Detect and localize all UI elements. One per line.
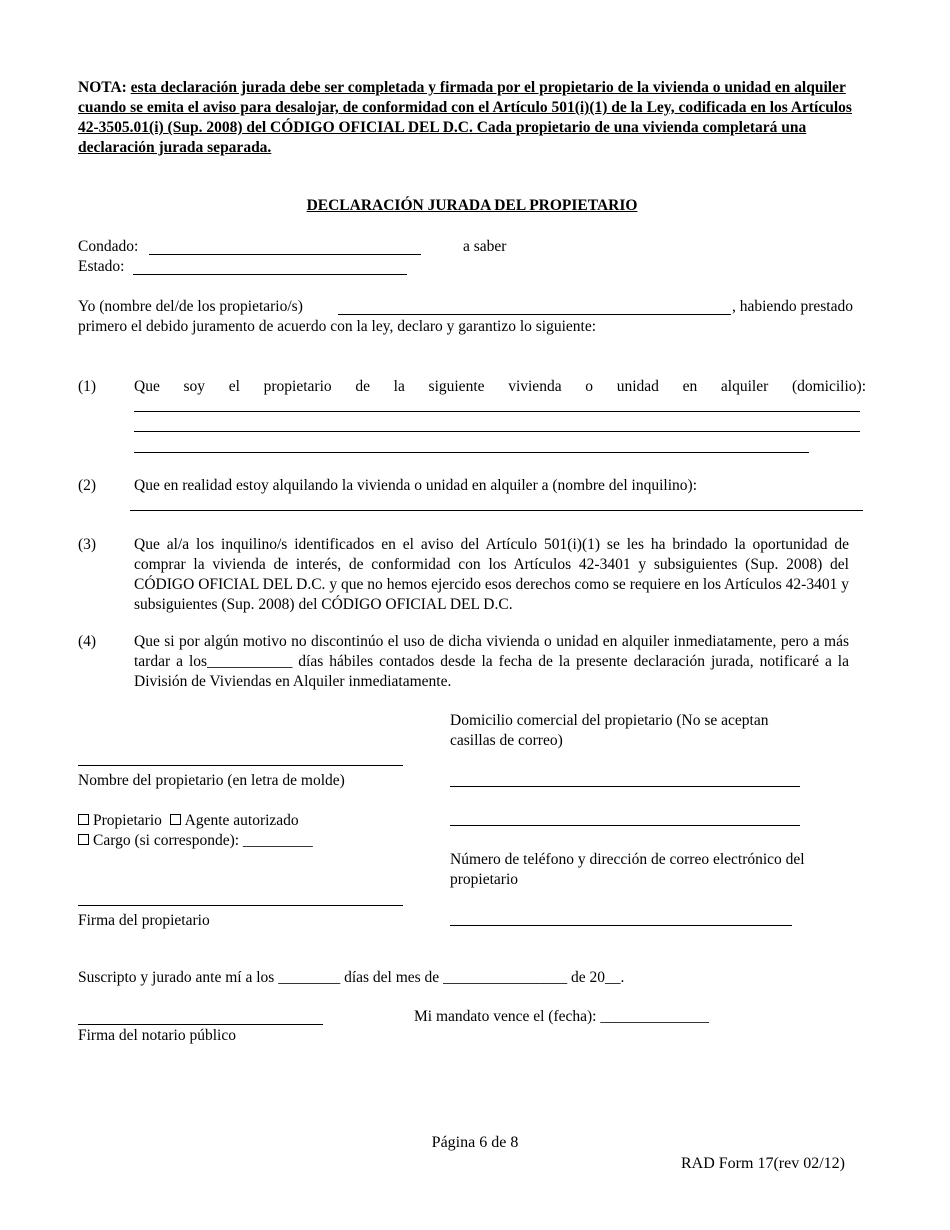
item-2-number: (2) [78, 477, 97, 494]
sworn-statement [78, 968, 624, 988]
checkbox-icon [78, 834, 89, 845]
owner-intro-suffix: , habiendo prestado [732, 298, 853, 315]
item-3-number: (3) [78, 536, 97, 553]
address-line-3[interactable] [134, 452, 809, 453]
condado-field[interactable] [149, 254, 421, 255]
note-label: NOTA: [78, 79, 127, 96]
notary-signature-label: Firma del notario público [78, 1027, 236, 1044]
owner-names-field[interactable] [338, 314, 731, 315]
sworn-text-d: de 20__. [570, 969, 625, 986]
owner-print-name-label: Nombre del propietario (en letra de molde) [78, 772, 345, 789]
note-text: esta declaración jurada debe ser completada y firmada por el propietario de la vivienda o unidad en alquiler cuando se emita el aviso para desalojar, de conformidad con el Artículo 501(i)(1) de la Ley, codificada en los Artículos 42-3505.01(i) (Sup. 2008) del CÓDIGO OFICIAL DEL D.C. Cada propietario de una vivienda completará una declaración jurada separada. [78, 79, 852, 156]
note-paragraph [78, 78, 870, 158]
checkbox-icon [170, 814, 181, 825]
owner-intro-line2: primero el debido juramento de acuerdo con la ley, declaro y garantizo lo siguiente: [78, 318, 597, 335]
form-identifier: RAD Form 17(rev 02/12) [681, 1155, 845, 1172]
item-4-number: (4) [78, 633, 97, 650]
item-4-text-b: días hábiles contados desde la fecha de la presente declaración jurada, notificaré a la División de Viviendas en Alquiler inmediatamente. [134, 653, 849, 690]
a-saber-text: a saber [463, 238, 507, 255]
agent-option-label: Agente autorizado [184, 812, 299, 829]
sworn-text-c: días del mes de [344, 969, 440, 986]
item-4-text-a: Que si por algún motivo no discontinúo el uso de dicha vivienda o unidad en alquiler inmediatamente, pero a más tardar a los [134, 633, 849, 670]
item-1-number: (1) [78, 378, 97, 395]
sworn-text-a: Suscripto y jurado ante mí a los [78, 969, 275, 986]
notary-signature-field[interactable] [78, 1024, 323, 1025]
checkbox-icon [78, 814, 89, 825]
business-address-line-1[interactable] [450, 786, 800, 787]
phone-email-field[interactable] [450, 925, 792, 926]
owner-option-label: Propietario [93, 812, 162, 829]
item-4-text [134, 632, 849, 692]
role-options [78, 811, 299, 831]
tenant-name-field[interactable] [130, 510, 863, 511]
item-3-text: Que al/a los inquilino/s identificados en el aviso del Artículo 501(i)(1) se les ha brindado la oportunidad de comprar la vivienda de interés, de conformidad con los Artículos 42-3401 y subsiguientes (Sup. 2008) del CÓDIGO OFICIAL DEL D.C. y que no hemos ejercido esos derechos como se requiere en los Artículos 42-3401 y subsiguientes (Sup. 2008) del CÓDIGO OFICIAL DEL D.C. [134, 536, 849, 613]
page-number: Página 6 de 8 [431, 1134, 519, 1151]
owner-signature-field[interactable] [78, 905, 403, 906]
business-address-line-2[interactable] [450, 825, 800, 826]
estado-field[interactable] [133, 274, 407, 275]
estado-label: Estado: [78, 258, 125, 275]
phone-email-label: Número de teléfono y dirección de correo electrónico del propietario [450, 851, 805, 888]
address-line-2[interactable] [134, 431, 860, 432]
owner-checkbox[interactable] [78, 812, 162, 829]
page-title: DECLARACIÓN JURADA DEL PROPIETARIO [306, 197, 638, 214]
address-line-1[interactable] [134, 411, 860, 412]
agent-checkbox[interactable] [170, 812, 299, 829]
mandate-row [414, 1007, 709, 1027]
owner-signature-label: Firma del propietario [78, 912, 210, 929]
business-address-label: Domicilio comercial del propietario (No se aceptan casillas de correo) [450, 712, 769, 749]
mandate-date-field[interactable]: ______________ [600, 1008, 709, 1025]
owner-print-name-field[interactable] [78, 765, 403, 766]
sworn-day-field[interactable]: ________ [278, 969, 341, 986]
condado-label: Condado: [78, 238, 139, 255]
item-2-text: Que en realidad estoy alquilando la vivienda o unidad en alquiler a (nombre del inquilino): [134, 477, 697, 494]
cargo-row [78, 831, 313, 851]
sworn-month-field[interactable]: ________________ [443, 969, 568, 986]
owner-intro-label: Yo (nombre del/de los propietario/s) [78, 298, 303, 315]
cargo-field[interactable]: _________ [242, 832, 313, 849]
business-days-blank[interactable]: ___________ [207, 653, 293, 670]
cargo-checkbox[interactable] [78, 832, 239, 849]
mandate-label: Mi mandato vence el (fecha): [414, 1008, 597, 1025]
item-1-text: Que soy el propietario de la siguiente vivienda o unidad en alquiler (domicilio): [134, 378, 866, 395]
cargo-option-label: Cargo (si corresponde): [93, 832, 240, 849]
